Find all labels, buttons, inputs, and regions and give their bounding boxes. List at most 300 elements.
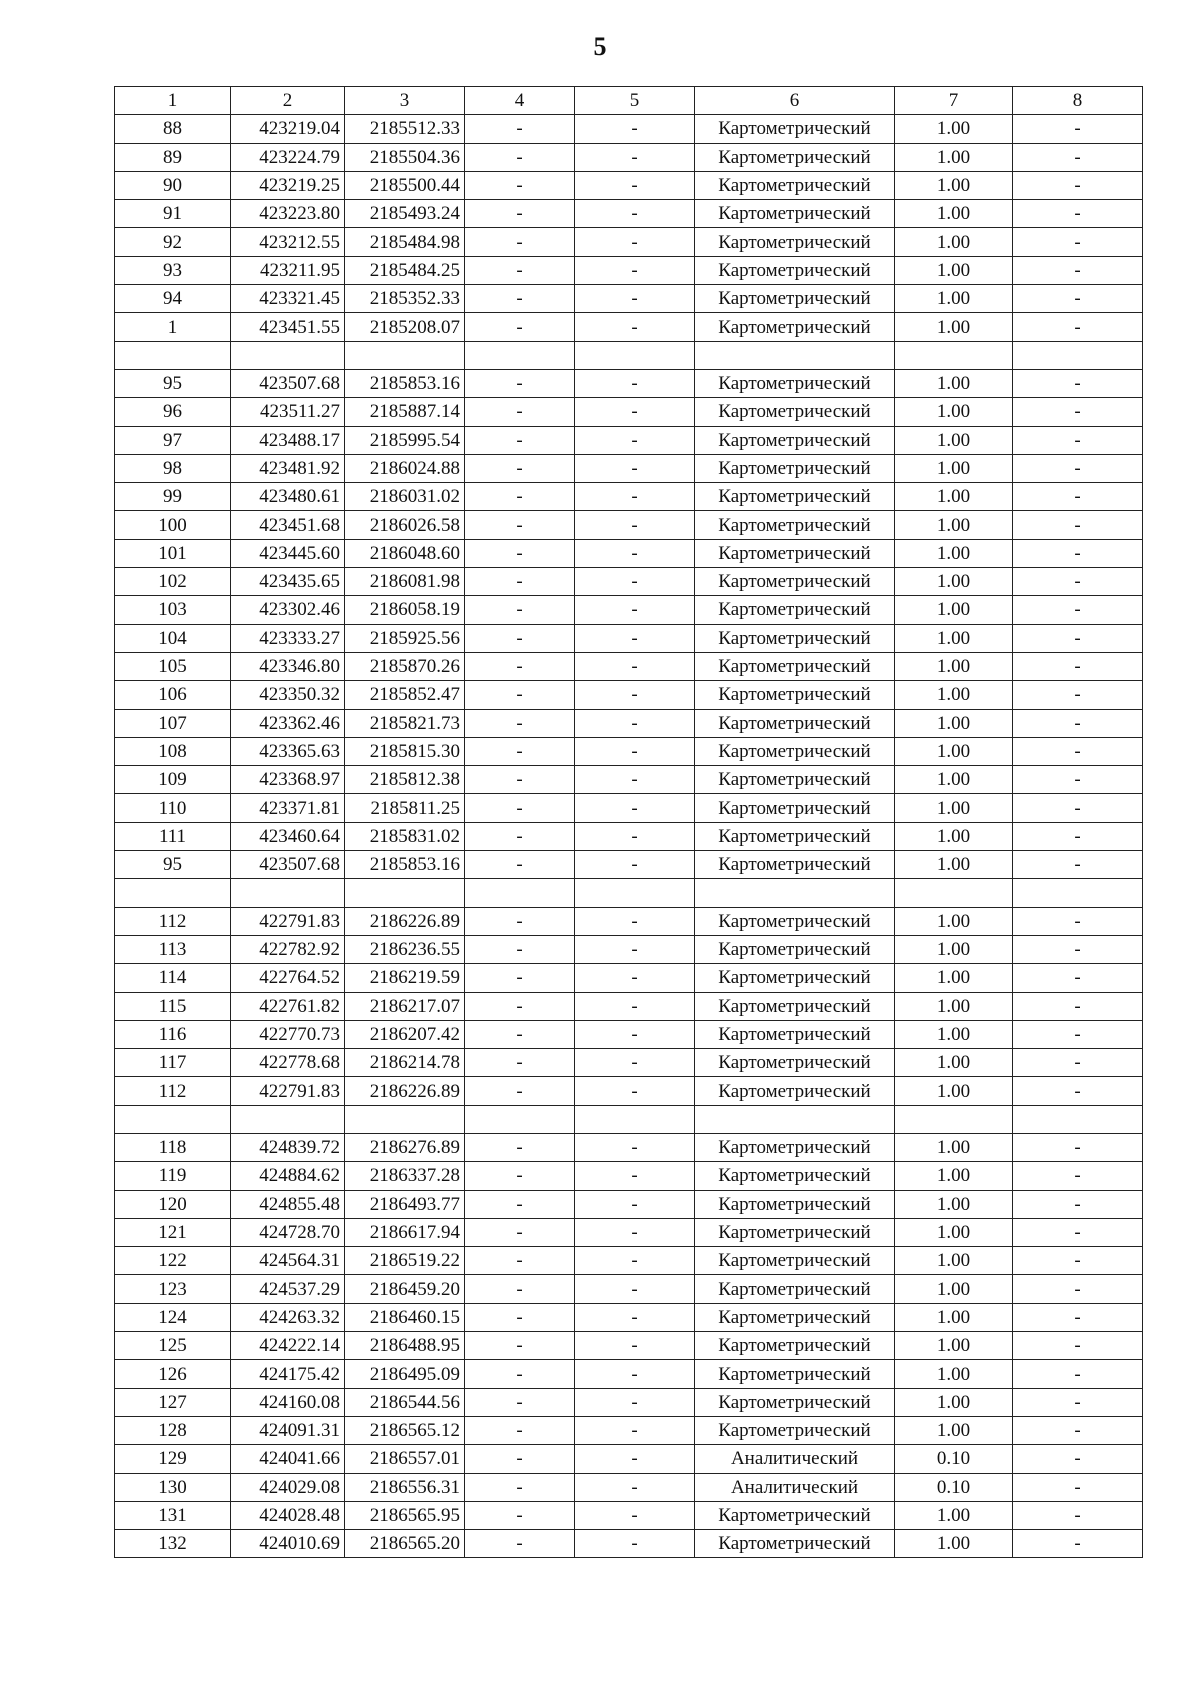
table-cell: 1.00: [895, 143, 1013, 171]
table-cell: 125: [115, 1332, 231, 1360]
table-cell: -: [575, 285, 695, 313]
table-cell: 1.00: [895, 1162, 1013, 1190]
table-cell: -: [1013, 766, 1143, 794]
table-cell: -: [1013, 200, 1143, 228]
table-cell: 2186565.20: [345, 1530, 465, 1558]
table-cell: -: [1013, 964, 1143, 992]
table-cell: 2185484.98: [345, 228, 465, 256]
table-cell: -: [575, 1388, 695, 1416]
table-row: [115, 709, 1143, 737]
table-cell: 99: [115, 483, 231, 511]
table-cell: 1.00: [895, 228, 1013, 256]
table-cell: -: [575, 200, 695, 228]
table-row: [115, 1020, 1143, 1048]
table-cell: 1.00: [895, 624, 1013, 652]
separator-row: [115, 1105, 1143, 1133]
table-row: [115, 313, 1143, 341]
table-row: [115, 1360, 1143, 1388]
table-cell: Картометрический: [695, 851, 895, 879]
table-row: [115, 1133, 1143, 1161]
table-cell: 1.00: [895, 511, 1013, 539]
table-cell: [575, 341, 695, 369]
table-cell: 109: [115, 766, 231, 794]
column-header: 1: [115, 87, 231, 115]
table-cell: 2185821.73: [345, 709, 465, 737]
table-cell: 1: [115, 313, 231, 341]
table-cell: 423219.25: [231, 171, 345, 199]
table-row: [115, 285, 1143, 313]
table-cell: 111: [115, 822, 231, 850]
table-row: [115, 200, 1143, 228]
table-cell: -: [575, 1360, 695, 1388]
table-cell: 124: [115, 1303, 231, 1331]
table-cell: -: [1013, 1275, 1143, 1303]
table-cell: -: [465, 426, 575, 454]
table-cell: 108: [115, 737, 231, 765]
table-row: [115, 766, 1143, 794]
table-cell: 114: [115, 964, 231, 992]
table-cell: 423333.27: [231, 624, 345, 652]
table-cell: Картометрический: [695, 596, 895, 624]
table-cell: 1.00: [895, 171, 1013, 199]
table-cell: Картометрический: [695, 568, 895, 596]
table-cell: -: [465, 313, 575, 341]
table-cell: -: [575, 1416, 695, 1444]
table-cell: 1.00: [895, 1416, 1013, 1444]
table-cell: -: [465, 794, 575, 822]
table-cell: -: [465, 709, 575, 737]
table-cell: 423219.04: [231, 115, 345, 143]
table-cell: 95: [115, 851, 231, 879]
table-cell: 1.00: [895, 766, 1013, 794]
table-cell: [231, 1105, 345, 1133]
table-cell: 1.00: [895, 1247, 1013, 1275]
table-cell: -: [465, 1303, 575, 1331]
table-cell: 1.00: [895, 398, 1013, 426]
table-cell: [465, 1105, 575, 1133]
table-cell: -: [1013, 1218, 1143, 1246]
table-cell: 2186565.12: [345, 1416, 465, 1444]
table-cell: -: [465, 1388, 575, 1416]
table-row: [115, 568, 1143, 596]
table-cell: 2186557.01: [345, 1445, 465, 1473]
table-cell: -: [465, 539, 575, 567]
table-cell: 120: [115, 1190, 231, 1218]
table-row: [115, 1445, 1143, 1473]
separator-row: [115, 341, 1143, 369]
table-cell: 423302.46: [231, 596, 345, 624]
table-cell: 1.00: [895, 1133, 1013, 1161]
table-cell: Картометрический: [695, 1218, 895, 1246]
table-cell: 132: [115, 1530, 231, 1558]
table-cell: 1.00: [895, 907, 1013, 935]
table-cell: 1.00: [895, 1275, 1013, 1303]
table-cell: [465, 341, 575, 369]
table-cell: -: [575, 822, 695, 850]
table-cell: -: [1013, 398, 1143, 426]
table-cell: -: [1013, 568, 1143, 596]
table-cell: 422761.82: [231, 992, 345, 1020]
table-cell: 2185493.24: [345, 200, 465, 228]
table-cell: 1.00: [895, 596, 1013, 624]
table-cell: 2186031.02: [345, 483, 465, 511]
table-cell: 2185925.56: [345, 624, 465, 652]
table-cell: -: [1013, 426, 1143, 454]
table-cell: [231, 341, 345, 369]
table-cell: 423451.68: [231, 511, 345, 539]
table-cell: -: [1013, 1473, 1143, 1501]
table-row: [115, 1218, 1143, 1246]
column-header: 4: [465, 87, 575, 115]
table-cell: [895, 879, 1013, 907]
table-cell: 129: [115, 1445, 231, 1473]
table-cell: 1.00: [895, 1020, 1013, 1048]
table-cell: 423321.45: [231, 285, 345, 313]
table-cell: -: [465, 1275, 575, 1303]
table-row: [115, 1162, 1143, 1190]
table-cell: Картометрический: [695, 737, 895, 765]
table-cell: [575, 879, 695, 907]
table-cell: 423346.80: [231, 652, 345, 680]
table-cell: Картометрический: [695, 1530, 895, 1558]
table-cell: -: [465, 1360, 575, 1388]
table-cell: Картометрический: [695, 454, 895, 482]
table-cell: -: [1013, 652, 1143, 680]
table-cell: 2186544.56: [345, 1388, 465, 1416]
table-cell: 91: [115, 200, 231, 228]
table-row: [115, 1247, 1143, 1275]
column-header: 5: [575, 87, 695, 115]
table-cell: 2186519.22: [345, 1247, 465, 1275]
table-cell: -: [465, 398, 575, 426]
table-cell: -: [1013, 709, 1143, 737]
table-cell: 423371.81: [231, 794, 345, 822]
table-cell: Картометрический: [695, 1190, 895, 1218]
table-cell: 1.00: [895, 652, 1013, 680]
table-cell: [345, 1105, 465, 1133]
table-cell: -: [575, 794, 695, 822]
table-cell: 423211.95: [231, 256, 345, 284]
table-cell: 113: [115, 935, 231, 963]
table-cell: -: [1013, 907, 1143, 935]
table-row: [115, 794, 1143, 822]
table-cell: -: [575, 115, 695, 143]
table-cell: -: [575, 171, 695, 199]
table-cell: 2185208.07: [345, 313, 465, 341]
table-cell: -: [1013, 256, 1143, 284]
table-cell: Картометрический: [695, 143, 895, 171]
table-cell: 96: [115, 398, 231, 426]
table-cell: -: [575, 766, 695, 794]
table-cell: -: [1013, 1332, 1143, 1360]
table-cell: 422791.83: [231, 1077, 345, 1105]
table-cell: 1.00: [895, 1530, 1013, 1558]
table-cell: -: [465, 822, 575, 850]
table-cell: -: [1013, 681, 1143, 709]
table-cell: [1013, 879, 1143, 907]
table-cell: -: [1013, 596, 1143, 624]
table-cell: Картометрический: [695, 115, 895, 143]
table-cell: 422791.83: [231, 907, 345, 935]
table-row: [115, 1530, 1143, 1558]
table-cell: -: [465, 1020, 575, 1048]
table-cell: 424160.08: [231, 1388, 345, 1416]
table-cell: 2185853.16: [345, 851, 465, 879]
table-cell: [465, 879, 575, 907]
table-cell: -: [465, 1077, 575, 1105]
table-cell: Картометрический: [695, 256, 895, 284]
table-cell: 112: [115, 907, 231, 935]
table-cell: 128: [115, 1416, 231, 1444]
table-cell: 1.00: [895, 1218, 1013, 1246]
table-cell: -: [1013, 228, 1143, 256]
table-cell: -: [1013, 1049, 1143, 1077]
table-cell: -: [465, 1416, 575, 1444]
table-cell: 424029.08: [231, 1473, 345, 1501]
table-cell: -: [1013, 935, 1143, 963]
table-cell: -: [1013, 483, 1143, 511]
table-cell: -: [575, 1218, 695, 1246]
table-cell: -: [575, 1530, 695, 1558]
table-cell: 422764.52: [231, 964, 345, 992]
table-cell: -: [465, 907, 575, 935]
table-cell: -: [575, 1247, 695, 1275]
table-cell: 1.00: [895, 992, 1013, 1020]
table-cell: 423507.68: [231, 851, 345, 879]
table-cell: Картометрический: [695, 709, 895, 737]
table-cell: Картометрический: [695, 1020, 895, 1048]
table-cell: 2185831.02: [345, 822, 465, 850]
table-cell: 2186556.31: [345, 1473, 465, 1501]
table-cell: Картометрический: [695, 935, 895, 963]
table-cell: 1.00: [895, 794, 1013, 822]
table-row: [115, 935, 1143, 963]
table-cell: 424839.72: [231, 1133, 345, 1161]
table-cell: 423365.63: [231, 737, 345, 765]
table-cell: 2185853.16: [345, 369, 465, 397]
table-cell: 1.00: [895, 1332, 1013, 1360]
table-cell: 1.00: [895, 483, 1013, 511]
table-cell: 424222.14: [231, 1332, 345, 1360]
table-cell: -: [1013, 143, 1143, 171]
table-row: [115, 1049, 1143, 1077]
table-cell: -: [1013, 1162, 1143, 1190]
table-cell: -: [465, 1133, 575, 1161]
table-cell: Картометрический: [695, 228, 895, 256]
table-cell: 1.00: [895, 1388, 1013, 1416]
table-cell: -: [575, 313, 695, 341]
table-cell: -: [465, 228, 575, 256]
table-cell: -: [465, 200, 575, 228]
table-cell: Картометрический: [695, 171, 895, 199]
table-cell: -: [575, 737, 695, 765]
table-cell: 112: [115, 1077, 231, 1105]
separator-row: [115, 879, 1143, 907]
table-cell: 118: [115, 1133, 231, 1161]
table-row: [115, 369, 1143, 397]
table-cell: Картометрический: [695, 1247, 895, 1275]
table-cell: [695, 879, 895, 907]
table-cell: -: [1013, 285, 1143, 313]
table-cell: -: [575, 709, 695, 737]
table-cell: 2186337.28: [345, 1162, 465, 1190]
column-header: 7: [895, 87, 1013, 115]
table-row: [115, 256, 1143, 284]
table-cell: Картометрический: [695, 766, 895, 794]
table-cell: -: [575, 483, 695, 511]
table-cell: 92: [115, 228, 231, 256]
table-cell: 1.00: [895, 822, 1013, 850]
table-cell: [345, 341, 465, 369]
table-row: [115, 652, 1143, 680]
coordinates-table: [114, 86, 1143, 1558]
table-row: [115, 1501, 1143, 1529]
table-cell: 95: [115, 369, 231, 397]
table-cell: -: [465, 624, 575, 652]
table-cell: 2186565.95: [345, 1501, 465, 1529]
table-cell: 1.00: [895, 539, 1013, 567]
table-cell: 1.00: [895, 935, 1013, 963]
table-cell: -: [1013, 624, 1143, 652]
table-cell: Картометрический: [695, 794, 895, 822]
table-cell: 2185870.26: [345, 652, 465, 680]
table-cell: -: [465, 143, 575, 171]
table-cell: 1.00: [895, 1190, 1013, 1218]
table-cell: -: [465, 652, 575, 680]
table-cell: -: [1013, 1247, 1143, 1275]
column-header: 2: [231, 87, 345, 115]
table-cell: 2186214.78: [345, 1049, 465, 1077]
table-cell: -: [1013, 794, 1143, 822]
table-cell: Картометрический: [695, 1077, 895, 1105]
table-cell: -: [1013, 171, 1143, 199]
table-cell: -: [465, 1530, 575, 1558]
table-cell: -: [465, 1473, 575, 1501]
table-cell: [695, 1105, 895, 1133]
table-row: [115, 737, 1143, 765]
table-cell: 1.00: [895, 681, 1013, 709]
table-cell: Аналитический: [695, 1445, 895, 1473]
table-cell: Картометрический: [695, 1388, 895, 1416]
table-cell: 1.00: [895, 454, 1013, 482]
table-cell: 2186493.77: [345, 1190, 465, 1218]
table-cell: Картометрический: [695, 907, 895, 935]
table-cell: 126: [115, 1360, 231, 1388]
table-cell: -: [575, 1332, 695, 1360]
table-row: [115, 483, 1143, 511]
table-cell: [575, 1105, 695, 1133]
table-cell: -: [575, 1445, 695, 1473]
table-cell: -: [465, 1218, 575, 1246]
table-cell: 423224.79: [231, 143, 345, 171]
table-cell: [895, 1105, 1013, 1133]
column-header: 3: [345, 87, 465, 115]
table-cell: -: [465, 1247, 575, 1275]
table-cell: Картометрический: [695, 1275, 895, 1303]
table-cell: [1013, 1105, 1143, 1133]
table-cell: -: [575, 1303, 695, 1331]
table-cell: [115, 1105, 231, 1133]
table-cell: 131: [115, 1501, 231, 1529]
table-row: [115, 1190, 1143, 1218]
table-cell: 1.00: [895, 1360, 1013, 1388]
table-row: [115, 907, 1143, 935]
table-cell: 1.00: [895, 851, 1013, 879]
table-cell: -: [465, 256, 575, 284]
table-cell: 1.00: [895, 709, 1013, 737]
table-cell: 2185887.14: [345, 398, 465, 426]
table-row: [115, 171, 1143, 199]
table-cell: 423451.55: [231, 313, 345, 341]
table-cell: 121: [115, 1218, 231, 1246]
table-cell: -: [465, 1332, 575, 1360]
table-row: [115, 1473, 1143, 1501]
table-cell: 2185352.33: [345, 285, 465, 313]
table-cell: -: [575, 1049, 695, 1077]
table-cell: Картометрический: [695, 1501, 895, 1529]
table-cell: 104: [115, 624, 231, 652]
table-cell: 423362.46: [231, 709, 345, 737]
table-cell: 1.00: [895, 313, 1013, 341]
table-cell: 1.00: [895, 1501, 1013, 1529]
table-cell: 2186219.59: [345, 964, 465, 992]
table-cell: 1.00: [895, 1303, 1013, 1331]
table-cell: -: [575, 907, 695, 935]
table-cell: 423212.55: [231, 228, 345, 256]
table-cell: 1.00: [895, 964, 1013, 992]
table-cell: 2186460.15: [345, 1303, 465, 1331]
table-cell: 422770.73: [231, 1020, 345, 1048]
table-cell: -: [1013, 737, 1143, 765]
table-cell: Картометрический: [695, 539, 895, 567]
table-cell: 423480.61: [231, 483, 345, 511]
table-cell: 1.00: [895, 737, 1013, 765]
table-row: [115, 511, 1143, 539]
table-cell: 123: [115, 1275, 231, 1303]
table-row: [115, 1332, 1143, 1360]
table-cell: Картометрический: [695, 200, 895, 228]
table-cell: -: [575, 1275, 695, 1303]
table-cell: 101: [115, 539, 231, 567]
table-cell: 98: [115, 454, 231, 482]
table-cell: -: [1013, 115, 1143, 143]
table-cell: -: [1013, 511, 1143, 539]
table-cell: 2185512.33: [345, 115, 465, 143]
table-row: [115, 624, 1143, 652]
table-cell: -: [575, 511, 695, 539]
table-cell: Картометрический: [695, 1303, 895, 1331]
table-cell: 422778.68: [231, 1049, 345, 1077]
table-row: [115, 1388, 1143, 1416]
table-cell: -: [1013, 1501, 1143, 1529]
table-cell: 2186617.94: [345, 1218, 465, 1246]
table-cell: -: [465, 1190, 575, 1218]
table-cell: Картометрический: [695, 1049, 895, 1077]
table-cell: -: [575, 1501, 695, 1529]
table-cell: 2185995.54: [345, 426, 465, 454]
table-cell: 2185500.44: [345, 171, 465, 199]
table-cell: 2186226.89: [345, 1077, 465, 1105]
table-cell: -: [465, 992, 575, 1020]
page-number: 5: [593, 32, 607, 61]
table-cell: -: [575, 369, 695, 397]
table-cell: 2186024.88: [345, 454, 465, 482]
table-cell: -: [1013, 1077, 1143, 1105]
table-cell: 119: [115, 1162, 231, 1190]
table-cell: 424728.70: [231, 1218, 345, 1246]
table-cell: 107: [115, 709, 231, 737]
table-row: [115, 228, 1143, 256]
